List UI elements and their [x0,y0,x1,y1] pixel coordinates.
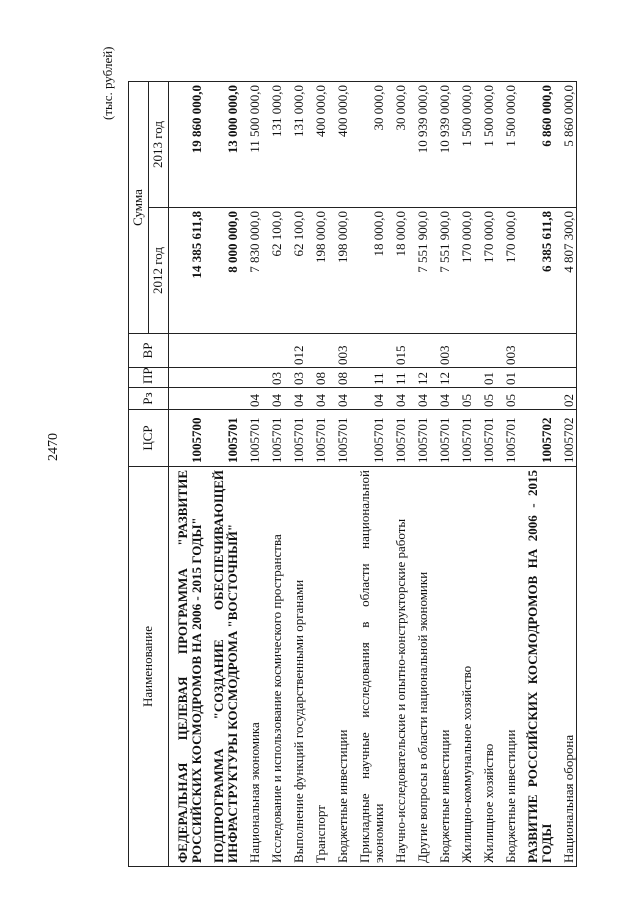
row-csr: 1005701 [307,410,329,467]
table-row [329,82,351,867]
row-name: Жилищное хозяйство [475,467,497,867]
header-pr: ПР [129,368,169,388]
row-name: Бюджетные инвестиции [329,467,351,867]
row-name: Национальная экономика [241,467,263,867]
row-amount-2013: 1 500 000,0 [497,82,519,208]
row-amount-2012: 18 000,0 [387,208,409,334]
row-pr: 03 [285,368,307,388]
row-name: Прикладные научные исследования в области национальной экономики [351,467,387,867]
row-rz: 04 [241,388,263,410]
row-rz: 04 [263,388,285,410]
table-row [241,82,263,867]
row-rz: 04 [351,388,387,410]
units-note: (тыс. рублей) [100,46,115,120]
row-vr: 003 [497,334,519,368]
row-amount-2012: 62 100,0 [263,208,285,334]
row-name: Другие вопросы в области национальной экономики [409,467,431,867]
header-csr: ЦСР [129,410,169,467]
table-row [205,82,241,867]
row-amount-2013: 13 000 000,0 [205,82,241,208]
row-amount-2012: 6 385 611,8 [519,208,555,334]
row-csr: 1005701 [387,410,409,467]
row-vr: 012 [285,334,307,368]
row-amount-2013: 5 860 000,0 [555,82,577,208]
row-rz: 04 [329,388,351,410]
row-name: Научно-исследовательские и опытно-конструкторские работы [387,467,409,867]
row-vr [169,334,205,368]
row-pr: 11 [387,368,409,388]
row-csr: 1005701 [475,410,497,467]
row-csr: 1005701 [409,410,431,467]
header-rz: Рз [129,388,169,410]
row-pr: 12 [431,368,453,388]
table-row [431,82,453,867]
row-pr: 12 [409,368,431,388]
row-amount-2013: 131 000,0 [285,82,307,208]
row-amount-2013: 400 000,0 [329,82,351,208]
row-rz: 05 [497,388,519,410]
row-csr: 1005701 [263,410,285,467]
row-rz: 04 [307,388,329,410]
row-pr [169,368,205,388]
row-pr: 01 [497,368,519,388]
row-vr [475,334,497,368]
row-pr [205,368,241,388]
row-amount-2013: 11 500 000,0 [241,82,263,208]
row-rz: 02 [555,388,577,410]
row-vr [519,334,555,368]
row-csr: 1005701 [285,410,307,467]
row-amount-2012: 170 000,0 [497,208,519,334]
row-csr: 1005701 [453,410,475,467]
row-amount-2013: 1 500 000,0 [475,82,497,208]
row-vr [409,334,431,368]
row-amount-2013: 400 000,0 [307,82,329,208]
row-amount-2012: 7 551 900,0 [431,208,453,334]
table-row [519,82,555,867]
row-name: Национальная оборона [555,467,577,867]
row-csr: 1005702 [519,410,555,467]
row-amount-2013: 10 939 000,0 [409,82,431,208]
row-vr [453,334,475,368]
table-row [307,82,329,867]
row-vr [555,334,577,368]
row-amount-2012: 7 551 900,0 [409,208,431,334]
row-csr: 1005701 [205,410,241,467]
row-vr: 015 [387,334,409,368]
table-row [263,82,285,867]
header-2012: 2012 год [149,208,169,334]
row-name: РАЗВИТИЕ РОССИЙСКИХ КОСМОДРОМОВ НА 2006 - 2015 ГОДЫ [519,467,555,867]
page-number: 2470 [46,433,61,461]
row-pr: 01 [475,368,497,388]
row-amount-2013: 1 500 000,0 [453,82,475,208]
row-name: Бюджетные инвестиции [431,467,453,867]
row-name: ФЕДЕРАЛЬНАЯ ЦЕЛЕВАЯ ПРОГРАММА "РАЗВИТИЕ РОССИЙСКИХ КОСМОДРОМОВ НА 2006 - 2015 ГОДЫ" [169,467,205,867]
header-sum: Сумма [129,82,149,334]
row-amount-2013: 6 860 000,0 [519,82,555,208]
table-row [497,82,519,867]
budget-table [128,81,577,867]
table-row [285,82,307,867]
row-rz: 04 [387,388,409,410]
row-pr: 08 [307,368,329,388]
row-amount-2013: 19 860 000,0 [169,82,205,208]
table-row [555,82,577,867]
table-row [453,82,475,867]
row-amount-2013: 30 000,0 [387,82,409,208]
row-vr [205,334,241,368]
row-rz: 05 [453,388,475,410]
row-amount-2012: 4 807 300,0 [555,208,577,334]
row-name: Выполнение функций государственными органами [285,467,307,867]
row-csr: 1005702 [555,410,577,467]
table-row [351,82,387,867]
row-name: ПОДПРОГРАММА "СОЗДАНИЕ ОБЕСПЕЧИВАЮЩЕЙ ИНФРАСТРУКТУРЫ КОСМОДРОМА "ВОСТОЧНЫЙ" [205,467,241,867]
row-vr: 003 [329,334,351,368]
header-2013: 2013 год [149,82,169,208]
row-amount-2012: 170 000,0 [453,208,475,334]
table-row [475,82,497,867]
row-csr: 1005701 [431,410,453,467]
row-rz: 04 [285,388,307,410]
row-amount-2012: 14 385 611,8 [169,208,205,334]
table-body [169,82,577,867]
row-csr: 1005700 [169,410,205,467]
row-rz: 04 [409,388,431,410]
row-pr: 11 [351,368,387,388]
table-header [129,82,169,867]
row-amount-2012: 18 000,0 [351,208,387,334]
row-amount-2013: 131 000,0 [263,82,285,208]
row-pr [241,368,263,388]
row-name: Бюджетные инвестиции [497,467,519,867]
row-pr: 08 [329,368,351,388]
row-vr [241,334,263,368]
row-vr: 003 [431,334,453,368]
row-amount-2012: 8 000 000,0 [205,208,241,334]
row-pr [453,368,475,388]
row-vr [307,334,329,368]
row-pr [519,368,555,388]
table-row [387,82,409,867]
row-name: Транспорт [307,467,329,867]
row-csr: 1005701 [497,410,519,467]
row-amount-2012: 170 000,0 [475,208,497,334]
row-pr: 03 [263,368,285,388]
row-amount-2013: 10 939 000,0 [431,82,453,208]
row-rz [205,388,241,410]
row-amount-2012: 198 000,0 [329,208,351,334]
header-name: Наименование [129,467,169,867]
row-rz: 05 [475,388,497,410]
row-amount-2013: 30 000,0 [351,82,387,208]
table-row [409,82,431,867]
row-vr [351,334,387,368]
header-vr: ВР [129,334,169,368]
row-name: Жилищно-коммунальное хозяйство [453,467,475,867]
row-name: Исследование и использование космического пространства [263,467,285,867]
row-rz: 04 [431,388,453,410]
row-amount-2012: 198 000,0 [307,208,329,334]
row-rz [519,388,555,410]
row-vr [263,334,285,368]
table-row [169,82,205,867]
row-amount-2012: 7 830 000,0 [241,208,263,334]
row-pr [555,368,577,388]
row-rz [169,388,205,410]
row-amount-2012: 62 100,0 [285,208,307,334]
row-csr: 1005701 [329,410,351,467]
row-csr: 1005701 [351,410,387,467]
row-csr: 1005701 [241,410,263,467]
